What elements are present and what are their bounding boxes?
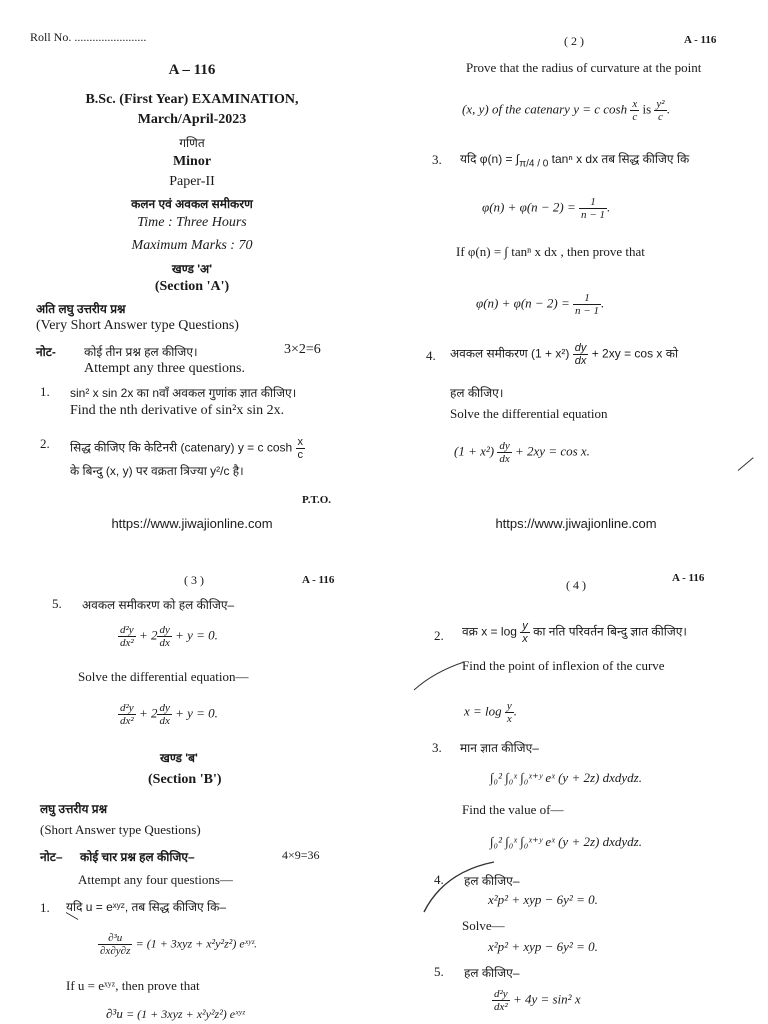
p4-q2-number: 2. bbox=[434, 628, 444, 643]
p4-q5-hindi: हल कीजिए– bbox=[464, 966, 520, 980]
p3-type-english: (Short Answer type Questions) bbox=[40, 822, 201, 837]
p2-q3-frac bbox=[579, 196, 607, 221]
p3-q5-mid-2: + 2 bbox=[138, 705, 158, 721]
p3-q1-frac-num: ∂³u bbox=[98, 932, 132, 945]
p4-q2-fx: x bbox=[522, 633, 528, 645]
page-4 bbox=[384, 512, 768, 1024]
p3-q5-dx: dx bbox=[159, 637, 170, 649]
p2-q4-frac bbox=[573, 342, 589, 367]
pto: P.T.O. bbox=[302, 494, 332, 506]
roll-no: Roll No. ........................ bbox=[30, 30, 147, 44]
url-footer-2[interactable]: https://www.jiwajionline.com bbox=[495, 516, 657, 531]
section-a-hindi: खण्ड 'अ' bbox=[171, 262, 213, 276]
p3-q5-eq2-frac1 bbox=[118, 702, 136, 727]
p2-fy-num: y² bbox=[656, 98, 665, 110]
p4-q4-eq: x²p² + xyp − 6y² = 0. bbox=[488, 892, 598, 907]
p2-line1: Prove that the radius of curvature at the point bbox=[466, 60, 702, 75]
p2-q4-hindi-b: + 2xy = cos x को bbox=[591, 346, 679, 361]
section-a: (Section 'A') bbox=[154, 279, 230, 294]
p3-note-hindi: कोई चार प्रश्न हल कीजिए– bbox=[80, 850, 195, 864]
q1-hindi: sin² x sin 2x का nवाँ अवकल गुणांक ज्ञात कीजिए। bbox=[70, 386, 297, 400]
p2-q3-hindi-a: यदि φ(n) = ∫ bbox=[460, 152, 520, 166]
p2-line2-frac-y bbox=[654, 98, 666, 123]
paper-label: Paper-II bbox=[169, 174, 215, 189]
p4-q2-eq-fy: y bbox=[506, 700, 512, 712]
p3-q1-eq bbox=[98, 932, 257, 957]
page-2 bbox=[384, 0, 768, 512]
page-number-4: ( 4 ) bbox=[566, 578, 586, 592]
page-1 bbox=[0, 0, 384, 512]
p2-q4-eq-dy: dy bbox=[499, 440, 510, 452]
p2-q4-eq-frac bbox=[497, 440, 511, 465]
p2-line2-eq: y = c cosh bbox=[573, 101, 628, 117]
p2-q3-number: 3. bbox=[432, 152, 442, 167]
p4-q2-hindi-a: वक्र x = log bbox=[462, 624, 517, 639]
pen-strokes bbox=[384, 512, 768, 1024]
p2-q3-limits: π/4 / 0 bbox=[519, 158, 549, 170]
p3-q5-d2y-2: d²y bbox=[120, 702, 134, 714]
p4-q2-fy: y bbox=[522, 620, 528, 632]
p4-q5-dx2: dx² bbox=[494, 1001, 508, 1013]
p2-q3-lhs2: φ(n) + φ(n − 2) = bbox=[476, 295, 570, 311]
p2-q3-frac-num: 1 bbox=[579, 196, 607, 209]
q2-hindi-a bbox=[70, 436, 305, 461]
p2-q3-frac2-den: n − 1 bbox=[575, 305, 599, 317]
p3-q5-eq1-frac1 bbox=[118, 624, 136, 649]
p3-q5-eq1-frac2 bbox=[157, 624, 171, 649]
p4-q2-dot: . bbox=[513, 703, 518, 719]
q2-fraction-den: c bbox=[297, 449, 304, 461]
p2-line2-frac-x bbox=[630, 98, 639, 123]
note-english: Attempt any three questions. bbox=[84, 361, 245, 376]
q1-number: 1. bbox=[40, 384, 50, 399]
note-label: नोट- bbox=[36, 345, 56, 359]
subject-hindi: गणित bbox=[179, 136, 205, 150]
question-type-hindi: अति लघु उत्तरीय प्रश्न bbox=[36, 302, 126, 316]
p4-q3-hindi: मान ज्ञात कीजिए– bbox=[460, 741, 539, 755]
p2-fx-num: x bbox=[632, 98, 638, 110]
p4-q2-hindi-b: का नति परिवर्तन बिन्दु ज्ञात कीजिए। bbox=[533, 624, 687, 639]
p3-q1-rhs: = (1 + 3xyz + x²y²z²) eˣʸᶻ. bbox=[135, 936, 258, 951]
p4-q5-d2y: d²y bbox=[494, 988, 508, 1000]
question-type: (Very Short Answer type Questions) bbox=[36, 318, 239, 333]
p3-note-marks: 4×9=36 bbox=[282, 848, 320, 862]
p3-q5-dx-2: dx bbox=[159, 715, 170, 727]
q2-hindi-text: सिद्ध कीजिए कि केटिनरी (catenary) y = c cosh bbox=[70, 440, 293, 455]
p3-q5-dy: dy bbox=[159, 624, 170, 636]
p3-q5-eq2-frac2 bbox=[157, 702, 171, 727]
p2-line2-is: is bbox=[642, 101, 652, 117]
p3-q5-number: 5. bbox=[52, 596, 62, 611]
p3-q1-english: If u = eˣʸᶻ, then prove that bbox=[66, 978, 200, 993]
pen-mark bbox=[738, 457, 754, 471]
p2-line2-text: (x, y) of the catenary bbox=[462, 101, 570, 117]
p4-q4-number: 4. bbox=[434, 872, 444, 887]
url-footer-1[interactable]: https://www.jiwajionline.com bbox=[111, 516, 273, 531]
p2-q3-lhs: φ(n) + φ(n − 2) = bbox=[482, 199, 576, 215]
paper-code-2: A - 116 bbox=[684, 34, 717, 46]
time-label: Time : Three Hours bbox=[137, 215, 247, 230]
p4-q2-eq-text: x = log bbox=[464, 703, 502, 719]
p4-q3-number: 3. bbox=[432, 740, 442, 755]
p4-q4-eq-2: x²p² + xyp − 6y² = 0. bbox=[488, 939, 598, 954]
p3-q5-hindi: अवकल समीकरण को हल कीजिए– bbox=[82, 598, 235, 612]
p3-q1-en-num: ∂³u bbox=[106, 1006, 123, 1021]
p2-q4-dx: dx bbox=[574, 355, 587, 367]
p3-type-hindi: लघु उत्तरीय प्रश्न bbox=[40, 802, 108, 816]
section-b: (Section 'B') bbox=[148, 772, 222, 787]
p4-q3-english: Find the value of— bbox=[462, 802, 564, 817]
exam-session: March/April-2023 bbox=[137, 112, 247, 127]
q2-fraction-num: x bbox=[297, 436, 304, 448]
p3-note-english: Attempt any four questions— bbox=[78, 872, 233, 887]
p3-q1-eq2 bbox=[106, 1006, 244, 1022]
p2-q4-english: Solve the differential equation bbox=[450, 406, 608, 421]
p3-q5-eq2 bbox=[118, 702, 218, 727]
p2-q3-frac-den: n − 1 bbox=[581, 209, 605, 221]
p3-q5-end: + y = 0. bbox=[175, 627, 218, 643]
p2-q4-hindi-a: अवकल समीकरण (1 + x²) bbox=[450, 346, 570, 361]
section-b-hindi: खण्ड 'ब' bbox=[160, 751, 198, 765]
p3-q5-end-2: + y = 0. bbox=[175, 705, 218, 721]
p3-q5-english: Solve the differential equation— bbox=[78, 669, 249, 684]
q2-number: 2. bbox=[40, 436, 50, 451]
p3-q5-eq1 bbox=[118, 624, 218, 649]
p4-q2-english: Find the point of inflexion of the curve bbox=[462, 658, 665, 673]
p3-q1-number: 1. bbox=[40, 900, 50, 915]
p2-q4-number: 4. bbox=[426, 348, 436, 363]
p4-q3-integral: ∫₀² ∫₀ˣ ∫₀ˣ⁺ʸ eˣ (y + 2z) dxdydz. bbox=[490, 770, 642, 785]
p2-q4-dy: dy bbox=[574, 342, 587, 354]
p4-q4-hindi: हल कीजिए– bbox=[464, 874, 520, 888]
q1-english: Find the nth derivative of sin²x sin 2x. bbox=[70, 403, 285, 418]
p2-line2: (x, y) of the catenary y = c cosh $\frac{x}{c}$ is $\frac{\text{y²}}{c}$ . bbox=[462, 98, 670, 123]
p2-q3-eq2: φ(n) + φ(n − 2) = $\frac{1}{n - 1}$ . bbox=[476, 292, 605, 317]
q2-hindi-b: के बिन्दु (x, y) पर वक्रता त्रिज्या y²/c है। bbox=[70, 464, 244, 478]
note-marks: 3×2=6 bbox=[284, 342, 321, 357]
p4-q5-number: 5. bbox=[434, 964, 444, 979]
p4-q2-eq-fx: x bbox=[506, 713, 512, 725]
minor-label: Minor bbox=[172, 154, 212, 169]
p4-q3-integral-2: ∫₀² ∫₀ˣ ∫₀ˣ⁺ʸ eˣ (y + 2z) dxdydz. bbox=[490, 834, 642, 849]
p2-q4-eq-dx: dx bbox=[499, 453, 510, 465]
p3-q5-d2y: d²y bbox=[120, 624, 134, 636]
p3-note-label: नोट– bbox=[40, 850, 63, 864]
paper-code-4: A - 116 bbox=[672, 572, 705, 584]
p2-q3-hindi-b: tanⁿ x dx तब सिद्ध कीजिए कि bbox=[551, 152, 690, 166]
p3-q5-dx2: dx² bbox=[120, 637, 134, 649]
p4-q5-rhs: + 4y = sin² x bbox=[512, 991, 581, 1007]
p4-q4-english: Solve— bbox=[462, 918, 505, 933]
p2-q3-eq: φ(n) + φ(n − 2) = $\frac{1}{n - 1}$ . bbox=[482, 196, 611, 221]
q2-fraction bbox=[296, 436, 306, 461]
p3-q1-frac bbox=[98, 932, 132, 957]
p3-q1-frac-den: ∂x∂y∂z bbox=[100, 945, 131, 957]
title-hindi: कलन एवं अवकल समीकरण bbox=[131, 197, 253, 211]
p2-q4-eq-a: (1 + x²) bbox=[454, 443, 495, 459]
p2-q3-en-b: tanⁿ x dx , then prove that bbox=[511, 244, 645, 259]
exam-title: B.Sc. (First Year) EXAMINATION, bbox=[85, 92, 299, 107]
p2-fy-den: c bbox=[658, 111, 663, 123]
p3-q5-dx2-2: dx² bbox=[120, 715, 134, 727]
note-hindi: कोई तीन प्रश्न हल कीजिए। bbox=[84, 345, 198, 359]
p3-q5-dy-2: dy bbox=[159, 702, 170, 714]
p2-q3-en-a: If φ(n) = ∫ bbox=[456, 244, 508, 259]
p2-q4-hindi bbox=[450, 342, 678, 367]
p2-q3-frac2-num: 1 bbox=[573, 292, 601, 305]
p2-q4-eq bbox=[454, 440, 590, 465]
p3-q1-hindi: यदि u = eˣʸᶻ, तब सिद्ध कीजिए कि– bbox=[66, 900, 227, 914]
p2-q4-hindi-c: हल कीजिए। bbox=[450, 386, 504, 400]
p3-q5-mid: + 2 bbox=[138, 627, 158, 643]
paper-code-3: A - 116 bbox=[302, 574, 335, 586]
p2-q3-frac2 bbox=[573, 292, 601, 317]
p3-q1-en-rhs: = (1 + 3xyz + x²y²z²) eˣʸᶻ bbox=[126, 1007, 245, 1021]
p2-q4-eq-b: + 2xy = cos x. bbox=[515, 443, 590, 459]
page-number-3: ( 3 ) bbox=[184, 573, 204, 587]
page-3 bbox=[0, 512, 384, 1024]
paper-code: A – 116 bbox=[168, 62, 216, 78]
p2-q3-english bbox=[456, 244, 645, 260]
p2-q3-hindi bbox=[460, 150, 689, 169]
max-marks: Maximum Marks : 70 bbox=[131, 238, 253, 253]
page-number-2: ( 2 ) bbox=[564, 34, 584, 48]
p2-fx-den: c bbox=[632, 111, 638, 123]
